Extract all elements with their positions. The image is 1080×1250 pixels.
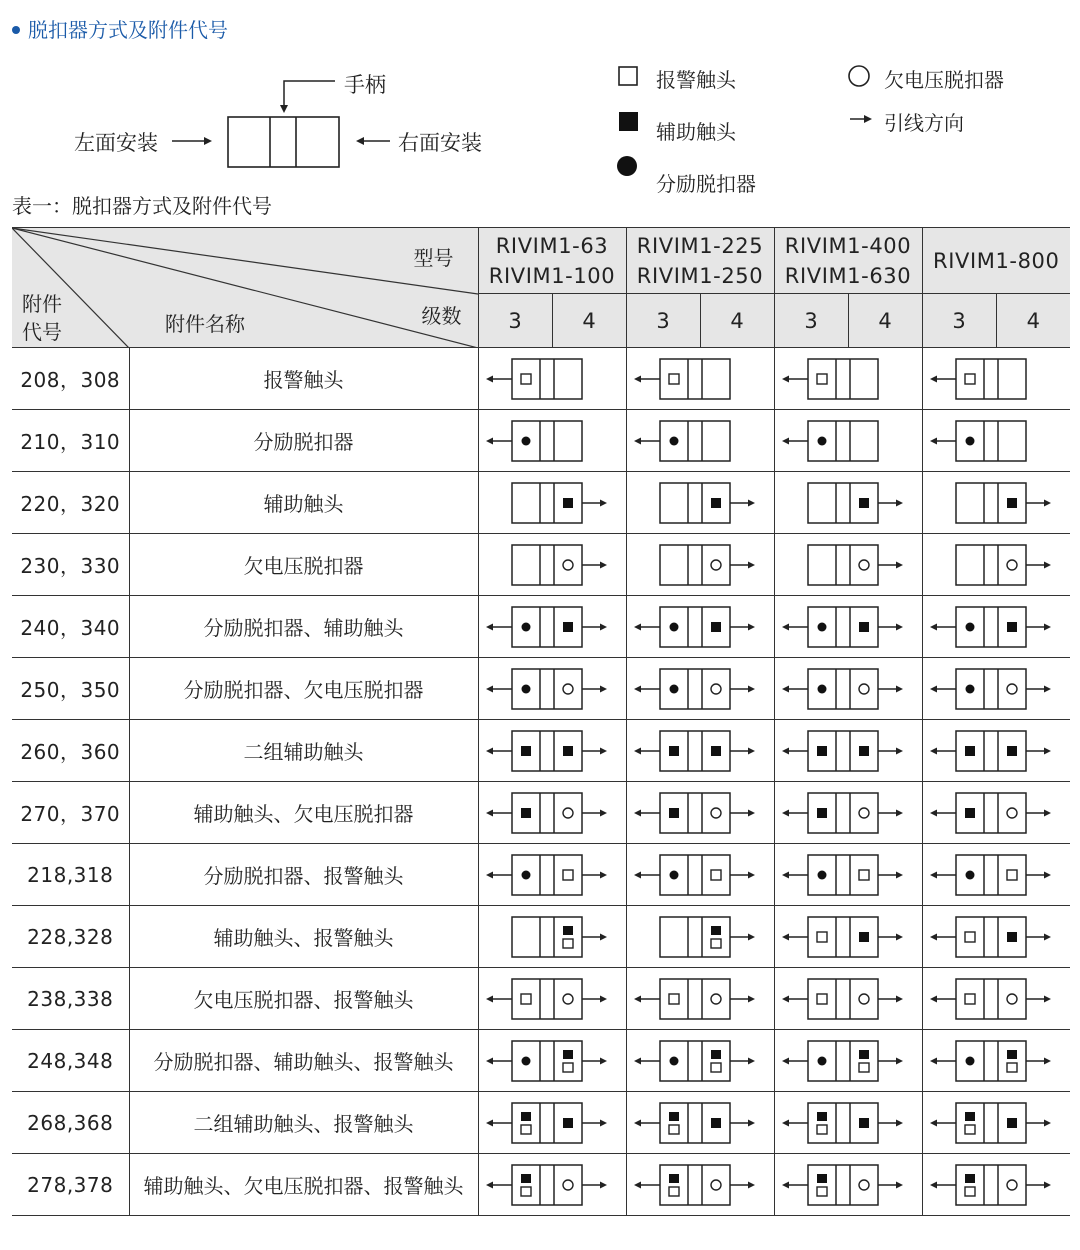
- wiring-symbol-cell: [922, 410, 1070, 472]
- accessory-name: 分励脱扣器、辅助触头、报警触头: [129, 1030, 478, 1092]
- auxiliary-contact-icon: [817, 808, 827, 818]
- wiring-symbol-cell: [626, 1092, 774, 1154]
- wiring-symbol-cell: [922, 782, 1070, 844]
- wiring-symbol-cell: [774, 348, 922, 410]
- wiring-symbol-cell: [478, 596, 626, 658]
- accessory-code: 248,348: [12, 1030, 129, 1092]
- wiring-symbol: [630, 355, 770, 403]
- wiring-symbol: [482, 851, 622, 899]
- model-header-label: 型号: [413, 246, 454, 270]
- wiring-symbol-cell: [626, 348, 774, 410]
- breaker-box: [660, 1165, 730, 1205]
- table-caption: 表一：脱扣器方式及附件代号: [12, 194, 272, 218]
- wiring-symbol-cell: [922, 658, 1070, 720]
- poles-header-label: 级数: [421, 304, 462, 328]
- breaker-box: [660, 359, 730, 399]
- wiring-symbol: [778, 1161, 918, 1209]
- wiring-symbol: [926, 975, 1066, 1023]
- wiring-symbol-cell: [626, 596, 774, 658]
- wiring-symbol-cell: [478, 1092, 626, 1154]
- shunt-release-icon: [966, 684, 975, 693]
- accessory-code: 208，308: [12, 348, 129, 410]
- poles-cell: 3: [922, 294, 996, 348]
- table-row: [12, 968, 1070, 1030]
- wiring-symbol: [630, 789, 770, 837]
- wiring-symbol-cell: [626, 1154, 774, 1216]
- breaker-box: [956, 359, 1026, 399]
- wiring-symbol-cell: [478, 782, 626, 844]
- wiring-symbol-cell: [774, 782, 922, 844]
- legend-shunt: 分励脱扣器: [656, 172, 756, 196]
- accessory-code-table: [12, 227, 1070, 1216]
- wiring-symbol: [926, 913, 1066, 961]
- wiring-symbol: [630, 665, 770, 713]
- wiring-symbol-cell: [922, 534, 1070, 596]
- table-row: [12, 1030, 1070, 1092]
- wiring-symbol: [482, 355, 622, 403]
- wiring-symbol: [926, 1037, 1066, 1085]
- auxiliary-contact-icon: [859, 932, 869, 942]
- code-header-label: 附件 代号: [22, 292, 62, 344]
- shunt-release-icon: [966, 1056, 975, 1065]
- wiring-symbol-cell: [774, 1154, 922, 1216]
- auxiliary-contact-icon: [817, 1174, 827, 1183]
- wiring-symbol: [926, 851, 1066, 899]
- auxiliary-contact-icon: [965, 1112, 975, 1121]
- auxiliary-contact-icon: [817, 746, 827, 756]
- breaker-box: [660, 917, 730, 957]
- wiring-symbol: [482, 727, 622, 775]
- wiring-symbol-cell: [922, 472, 1070, 534]
- right-mount-label: 右面安装: [398, 131, 482, 155]
- shunt-release-icon: [818, 622, 827, 631]
- accessory-name: 分励脱扣器、辅助触头: [129, 596, 478, 658]
- auxiliary-contact-icon: [859, 622, 869, 632]
- accessory-code: 238,338: [12, 968, 129, 1030]
- auxiliary-contact-icon: [669, 808, 679, 818]
- accessory-name: 分励脱扣器、欠电压脱扣器: [129, 658, 478, 720]
- wiring-symbol: [482, 975, 622, 1023]
- wiring-symbol: [482, 665, 622, 713]
- wiring-symbol: [778, 1099, 918, 1147]
- auxiliary-contact-icon: [859, 1050, 869, 1059]
- legend-undervoltage: 欠电压脱扣器: [884, 68, 1004, 92]
- wiring-symbol-cell: [478, 410, 626, 472]
- auxiliary-contact-icon: [563, 622, 573, 632]
- shunt-release-icon: [522, 1056, 531, 1065]
- table-row: [12, 472, 1070, 534]
- wiring-symbol: [482, 479, 622, 527]
- wiring-symbol-cell: [626, 534, 774, 596]
- poles-cell: 3: [478, 294, 552, 348]
- wiring-symbol-cell: [478, 534, 626, 596]
- wiring-symbol-cell: [922, 968, 1070, 1030]
- model-group-1: RIVIM1-63 RIVIM1-100: [478, 228, 626, 294]
- wiring-symbol: [778, 727, 918, 775]
- accessory-code: 260，360: [12, 720, 129, 782]
- wiring-symbol: [482, 1099, 622, 1147]
- model-group-2: RIVIM1-225 RIVIM1-250: [626, 228, 774, 294]
- legend-alarm: 报警触头: [656, 68, 736, 92]
- wiring-symbol-cell: [774, 1092, 922, 1154]
- left-mount-label: 左面安装: [74, 131, 158, 155]
- auxiliary-contact-icon: [1007, 932, 1017, 942]
- shunt-release-icon: [522, 870, 531, 879]
- auxiliary-contact-icon: [521, 746, 531, 756]
- wiring-symbol: [482, 1161, 622, 1209]
- wiring-symbol-cell: [922, 596, 1070, 658]
- wiring-symbol-cell: [774, 534, 922, 596]
- shunt-release-icon: [966, 870, 975, 879]
- breaker-box: [512, 545, 582, 585]
- auxiliary-contact-icon: [711, 1118, 721, 1128]
- table-body: [12, 348, 1070, 1216]
- name-header-label: 附件名称: [165, 312, 245, 336]
- wiring-symbol-cell: [626, 720, 774, 782]
- model-group-3: RIVIM1-400 RIVIM1-630: [774, 228, 922, 294]
- table-row: [12, 844, 1070, 906]
- auxiliary-contact-icon: [711, 622, 721, 632]
- wiring-symbol-cell: [774, 844, 922, 906]
- breaker-box: [512, 1165, 582, 1205]
- wiring-symbol: [778, 1037, 918, 1085]
- wiring-symbol: [926, 1099, 1066, 1147]
- model-group-4: RIVIM1-800: [922, 228, 1070, 294]
- shunt-release-icon: [818, 870, 827, 879]
- wiring-symbol: [926, 1161, 1066, 1209]
- wiring-symbol: [630, 851, 770, 899]
- auxiliary-contact-icon: [817, 1112, 827, 1121]
- table-row: [12, 596, 1070, 658]
- shunt-release-icon: [818, 684, 827, 693]
- auxiliary-contact-icon: [521, 1112, 531, 1121]
- poles-cell: 4: [996, 294, 1070, 348]
- accessory-code: 278,378: [12, 1154, 129, 1216]
- shunt-release-icon: [670, 684, 679, 693]
- poles-cell: 3: [774, 294, 848, 348]
- wiring-symbol-cell: [626, 782, 774, 844]
- shunt-release-icon: [818, 1056, 827, 1065]
- wiring-symbol: [482, 789, 622, 837]
- accessory-code: 250，350: [12, 658, 129, 720]
- accessory-name: 二组辅助触头、报警触头: [129, 1092, 478, 1154]
- accessory-name: 欠电压脱扣器: [129, 534, 478, 596]
- accessory-code: 228,328: [12, 906, 129, 968]
- wiring-symbol: [630, 479, 770, 527]
- breaker-box: [512, 917, 582, 957]
- wiring-symbol-cell: [922, 1154, 1070, 1216]
- breaker-box: [228, 117, 339, 167]
- auxiliary-contact-icon: [669, 1112, 679, 1121]
- breaker-box: [512, 979, 582, 1019]
- wiring-symbol: [630, 913, 770, 961]
- breaker-box: [808, 979, 878, 1019]
- auxiliary-contact-icon: [563, 1050, 573, 1059]
- wiring-symbol: [482, 603, 622, 651]
- table-row: [12, 782, 1070, 844]
- auxiliary-contact-icon: [563, 926, 573, 935]
- wiring-symbol-cell: [478, 658, 626, 720]
- auxiliary-contact-icon: [563, 746, 573, 756]
- breaker-box: [956, 979, 1026, 1019]
- wiring-symbol: [482, 913, 622, 961]
- table-row: [12, 720, 1070, 782]
- poles-cell: 4: [700, 294, 774, 348]
- breaker-box: [660, 545, 730, 585]
- wiring-symbol-cell: [774, 906, 922, 968]
- wiring-symbol-cell: [478, 472, 626, 534]
- wiring-symbol-cell: [626, 472, 774, 534]
- auxiliary-contact-icon: [711, 1050, 721, 1059]
- wiring-symbol-cell: [922, 1092, 1070, 1154]
- wiring-symbol: [630, 603, 770, 651]
- auxiliary-contact-icon: [1007, 622, 1017, 632]
- wiring-symbol: [630, 1161, 770, 1209]
- wiring-symbol-cell: [774, 472, 922, 534]
- accessory-name: 辅助触头、欠电压脱扣器、报警触头: [129, 1154, 478, 1216]
- accessory-name: 辅助触头、欠电压脱扣器: [129, 782, 478, 844]
- legend-lead-direction: 引线方向: [884, 111, 964, 135]
- table-row: [12, 534, 1070, 596]
- auxiliary-contact-icon: [859, 1118, 869, 1128]
- wiring-symbol-cell: [478, 844, 626, 906]
- wiring-symbol-cell: [626, 844, 774, 906]
- wiring-symbol: [926, 603, 1066, 651]
- accessory-code: 268,368: [12, 1092, 129, 1154]
- wiring-symbol-cell: [478, 1154, 626, 1216]
- breaker-box: [808, 359, 878, 399]
- auxiliary-contact-icon: [1007, 1118, 1017, 1128]
- alarm-contact-icon: [619, 67, 637, 85]
- accessory-code: 240，340: [12, 596, 129, 658]
- wiring-symbol: [630, 1037, 770, 1085]
- wiring-symbol: [778, 975, 918, 1023]
- wiring-symbol: [778, 417, 918, 465]
- wiring-symbol-cell: [774, 1030, 922, 1092]
- accessory-code: 218,318: [12, 844, 129, 906]
- table-row: [12, 348, 1070, 410]
- shunt-release-icon: [670, 1056, 679, 1065]
- breaker-box: [956, 545, 1026, 585]
- auxiliary-contact-icon: [711, 746, 721, 756]
- wiring-symbol: [482, 1037, 622, 1085]
- table-row: [12, 906, 1070, 968]
- wiring-symbol: [926, 355, 1066, 403]
- auxiliary-contact-icon: [965, 746, 975, 756]
- legend-auxiliary: 辅助触头: [656, 120, 736, 144]
- shunt-release-icon: [670, 870, 679, 879]
- wiring-symbol: [778, 851, 918, 899]
- wiring-symbol-cell: [626, 906, 774, 968]
- wiring-symbol-cell: [626, 410, 774, 472]
- shunt-release-icon: [966, 436, 975, 445]
- shunt-release-icon: [966, 622, 975, 631]
- auxiliary-contact-icon: [1007, 746, 1017, 756]
- auxiliary-contact-icon: [521, 1174, 531, 1183]
- auxiliary-contact-icon: [965, 808, 975, 818]
- mounting-diagram: [0, 55, 600, 185]
- wiring-symbol-cell: [478, 906, 626, 968]
- wiring-symbol: [926, 417, 1066, 465]
- wiring-symbol: [926, 789, 1066, 837]
- wiring-symbol: [778, 913, 918, 961]
- wiring-symbol: [778, 665, 918, 713]
- auxiliary-contact-icon: [711, 926, 721, 935]
- shunt-release-icon: [522, 684, 531, 693]
- wiring-symbol: [926, 665, 1066, 713]
- accessory-name: 二组辅助触头: [129, 720, 478, 782]
- accessory-name: 欠电压脱扣器、报警触头: [129, 968, 478, 1030]
- wiring-symbol: [778, 789, 918, 837]
- wiring-symbol: [778, 355, 918, 403]
- wiring-symbol-cell: [774, 968, 922, 1030]
- wiring-symbol-cell: [774, 720, 922, 782]
- wiring-symbol-cell: [774, 596, 922, 658]
- wiring-symbol-cell: [922, 720, 1070, 782]
- wiring-symbol: [926, 479, 1066, 527]
- wiring-symbol-cell: [922, 348, 1070, 410]
- breaker-box: [512, 359, 582, 399]
- shunt-release-icon: [617, 156, 637, 176]
- wiring-symbol: [778, 541, 918, 589]
- breaker-box: [808, 545, 878, 585]
- table-row: [12, 1154, 1070, 1216]
- table-row: [12, 658, 1070, 720]
- accessory-code: 220，320: [12, 472, 129, 534]
- auxiliary-contact-icon: [711, 498, 721, 508]
- shunt-release-icon: [818, 436, 827, 445]
- wiring-symbol: [630, 417, 770, 465]
- wiring-symbol: [630, 541, 770, 589]
- table-row: [12, 410, 1070, 472]
- wiring-symbol-cell: [922, 906, 1070, 968]
- auxiliary-contact-icon: [1007, 1050, 1017, 1059]
- breaker-box: [660, 979, 730, 1019]
- wiring-symbol: [482, 541, 622, 589]
- auxiliary-contact-icon: [965, 1174, 975, 1183]
- accessory-code: 270，370: [12, 782, 129, 844]
- section-title: 脱扣器方式及附件代号: [12, 14, 228, 43]
- shunt-release-icon: [670, 436, 679, 445]
- poles-cell: 3: [626, 294, 700, 348]
- auxiliary-contact-icon: [1007, 498, 1017, 508]
- accessory-code: 210，310: [12, 410, 129, 472]
- wiring-symbol: [926, 541, 1066, 589]
- handle-label: 手柄: [344, 73, 386, 97]
- accessory-name: 报警触头: [129, 348, 478, 410]
- wiring-symbol-cell: [478, 720, 626, 782]
- auxiliary-contact-icon: [619, 112, 638, 131]
- wiring-symbol-cell: [922, 844, 1070, 906]
- shunt-release-icon: [522, 622, 531, 631]
- handle-arrow: [284, 81, 335, 107]
- auxiliary-contact-icon: [563, 498, 573, 508]
- undervoltage-release-icon: [849, 66, 869, 86]
- accessory-code: 230，330: [12, 534, 129, 596]
- bullet-icon: [12, 26, 20, 34]
- accessory-name: 分励脱扣器、报警触头: [129, 844, 478, 906]
- wiring-symbol: [630, 975, 770, 1023]
- wiring-symbol: [630, 727, 770, 775]
- wiring-symbol: [778, 603, 918, 651]
- diagonal-lines: [12, 228, 478, 348]
- wiring-symbol: [926, 727, 1066, 775]
- wiring-symbol-cell: [478, 348, 626, 410]
- wiring-symbol: [778, 479, 918, 527]
- breaker-box: [808, 1165, 878, 1205]
- table-row: [12, 1092, 1070, 1154]
- auxiliary-contact-icon: [563, 1118, 573, 1128]
- auxiliary-contact-icon: [521, 808, 531, 818]
- shunt-release-icon: [670, 622, 679, 631]
- wiring-symbol-cell: [774, 658, 922, 720]
- accessory-name: 辅助触头: [129, 472, 478, 534]
- wiring-symbol-cell: [478, 968, 626, 1030]
- wiring-symbol-cell: [626, 658, 774, 720]
- wiring-symbol-cell: [774, 410, 922, 472]
- wiring-symbol-cell: [478, 1030, 626, 1092]
- auxiliary-contact-icon: [669, 746, 679, 756]
- wiring-symbol: [630, 1099, 770, 1147]
- breaker-box: [956, 1165, 1026, 1205]
- wiring-symbol-cell: [626, 968, 774, 1030]
- auxiliary-contact-icon: [859, 746, 869, 756]
- wiring-symbol-cell: [922, 1030, 1070, 1092]
- auxiliary-contact-icon: [859, 498, 869, 508]
- accessory-name: 辅助触头、报警触头: [129, 906, 478, 968]
- auxiliary-contact-icon: [669, 1174, 679, 1183]
- shunt-release-icon: [522, 436, 531, 445]
- wiring-symbol: [482, 417, 622, 465]
- accessory-name: 分励脱扣器: [129, 410, 478, 472]
- poles-cell: 4: [848, 294, 922, 348]
- wiring-symbol-cell: [626, 1030, 774, 1092]
- diagonal-header-cell: [12, 228, 478, 348]
- poles-cell: 4: [552, 294, 626, 348]
